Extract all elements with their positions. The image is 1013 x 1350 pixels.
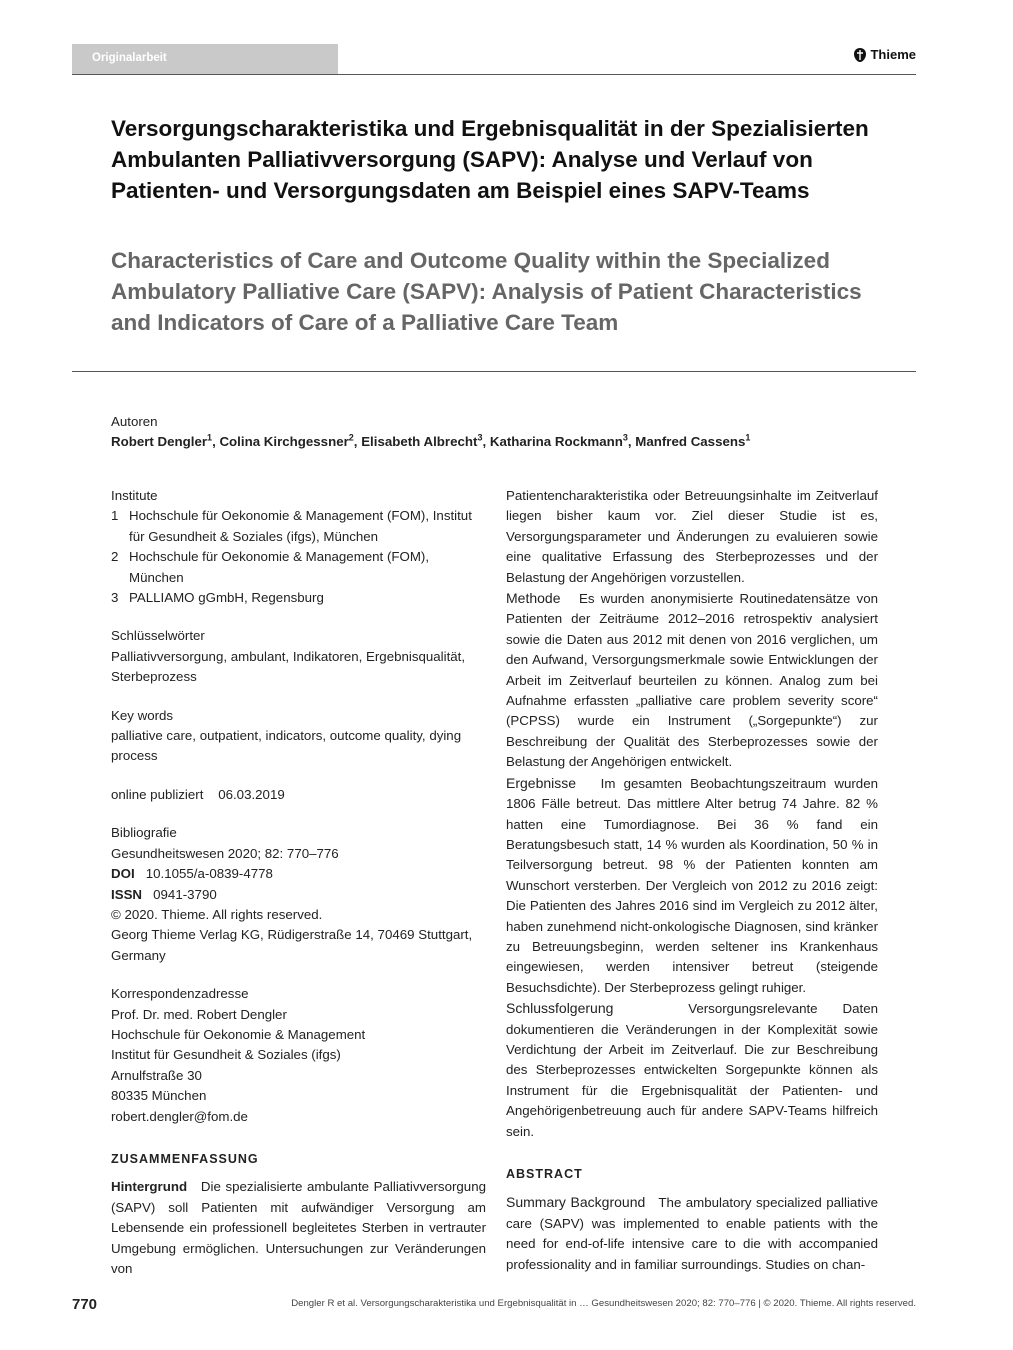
online-published <box>111 785 486 805</box>
background-paragraph: Summary Background The ambulatory specialized palliative care (SAPV) was implemented to enable patients with the need for end-of-life intensive care to die with accompanied professionality and in familiar surroundings. Studies on chan- <box>506 1194 879 1272</box>
bibliography-heading: Bibliografie <box>111 825 177 841</box>
hintergrund-continued: Patientencharakteristika oder Betreuungsinhalte im Zeitverlauf liegen bisher kaum vor. Ziel dieser Studie ist es, Versorgungsparameter und Änderungen zu evaluieren sowie eine qualitative Erfassung des Sterbeprozesses und der Belastung der Angehörigen vorzustellen. <box>506 488 878 585</box>
copyright: © 2020. Thieme. All rights reserved. <box>111 906 323 922</box>
correspondence-line: Arnulfstraße 30 <box>111 1067 202 1083</box>
zusammenfassung-heading: ZUSAMMENFASSUNG <box>111 1151 259 1166</box>
journal-citation: Gesundheitswesen 2020; 82: 770–776 <box>111 845 339 861</box>
article-type-label: Originalarbeit <box>92 52 167 64</box>
correspondence-line: Institut für Gesundheit & Soziales (ifgs) <box>111 1047 341 1063</box>
author-list <box>111 433 750 449</box>
institutes-section <box>111 486 486 608</box>
institute-item: 3 PALLIAMO gGmbH, Regensburg <box>111 590 324 606</box>
correspondence-email[interactable]: robert.dengler@fom.de <box>111 1108 248 1124</box>
footer-citation: Dengler R et al. Versorgungscharakteristika und Ergebnisqualität in … Gesundheitswesen 2020; 82: 770–776 | © 2020. Thieme. All rights reserved. <box>291 1298 916 1309</box>
header-divider <box>72 74 916 75</box>
title-german: Versorgungscharakteristika und Ergebnisqualität in der Spezialisierten Ambulanten Palliativversorgung (SAPV): Analyse und Verlauf von Patienten- und Versorgungsdaten am Beispiel eines SAPV-Teams <box>111 116 869 203</box>
correspondence-line: Hochschule für Oekonomie & Management <box>111 1026 366 1042</box>
bibliography-section <box>111 823 486 966</box>
keywords-de-section <box>111 626 486 687</box>
author: Colina Kirchgessner$^2$, <box>219 433 362 450</box>
publisher-brand <box>854 47 916 62</box>
abstract-heading: ABSTRACT <box>506 1167 583 1181</box>
thieme-logo-icon <box>854 48 866 62</box>
title-english: Characteristics of Care and Outcome Quality within the Specialized Ambulatory Palliative Care (SAPV): Analysis of Patient Characteristics and Indicators of Care of a Palliative Care Team <box>111 248 862 335</box>
zusammenfassung-section <box>111 1149 486 1279</box>
institute-item: 1 Hochschule für Oekonomie & Management (FOM), Institut für Gesundheit & Soziales (ifgs), München <box>111 508 472 544</box>
institute-item: 2 Hochschule für Oekonomie & Management (FOM), München <box>111 549 430 585</box>
title-divider <box>72 371 916 372</box>
online-label: online publiziert <box>111 786 204 802</box>
correspondence-line: 80335 München <box>111 1088 207 1104</box>
doi-line: DOI 10.1055/a-0839-4778 <box>111 866 273 882</box>
author: Manfred Cassens$^1$ <box>635 433 751 450</box>
schlussfolgerung-paragraph: Schlussfolgerung Versorgungsrelevante Daten dokumentieren die Veränderungen in der Komplexität sowie Verdichtung der Arbeit im Zeitverlauf. Die zur Beschreibung des Sterbeprozesses entwickelten Sorgepunkte können als Instrument für die Ergebnisqualität der Patienten- und Angehörigenbetreuung auch für andere SAPV-Teams hilfreich sein. <box>506 1000 878 1139</box>
page-number: 770 <box>72 1296 98 1313</box>
hintergrund-paragraph: Hintergrund Die spezialisierte ambulante Palliativversorgung (SAPV) soll Patienten mit aufwändiger Versorgung am Lebensende ein professionell begleitetes Sterben in vertrauter Umgebung ermöglichen. Untersuchungen zur Veränderungen von <box>111 1179 486 1276</box>
article-type-tag <box>72 44 338 75</box>
keywords-de-heading: Schlüsselwörter <box>111 628 205 644</box>
institutes-heading: Institute <box>111 488 158 503</box>
methode-paragraph: Methode Es wurden anonymisierte Routinedatensätze von Patienten der Zeiträume 2012–2016 retrospektiv analysiert sowie die Daten aus 2012 mit denen von 2016 verglichen, um den Aufwand, Versorgungsmerkmale sowie Entwicklungen der Arbeit im Zeitverlauf beurteilen zu können. Analog zum bei Aufnahme erfassten „palliative care problem severity score“ (PCPSS) wurde ein Instrument („Sorgepunkte“) zur Beschreibung der Qualität des Sterbeprozesses sowie der Belastung der Angehörigen entwickelt. <box>506 590 878 770</box>
author: Robert Dengler$^1$, <box>111 433 220 450</box>
keywords-en-heading: Key words <box>111 707 174 723</box>
right-column <box>506 486 878 1275</box>
correspondence-line: Prof. Dr. med. Robert Dengler <box>111 1006 287 1022</box>
author: Katharina Rockmann$^3$, <box>489 433 636 450</box>
keywords-en-section <box>111 706 486 767</box>
correspondence-section <box>111 984 486 1127</box>
issn-line: ISSN 0941-3790 <box>111 886 217 902</box>
left-column <box>111 486 486 1279</box>
publisher-name: Thieme <box>870 47 916 62</box>
keywords-de-text: Palliativversorgung, ambulant, Indikatoren, Ergebnisqualität, Sterbeprozess <box>111 648 466 685</box>
author: Elisabeth Albrecht$^3$, <box>361 433 490 450</box>
publisher-address: Georg Thieme Verlag KG, Rüdigerstraße 14, 70469 Stuttgart, Germany <box>111 927 473 963</box>
ergebnisse-paragraph: Ergebnisse Im gesamten Beobachtungszeitraum wurden 1806 Fälle betreut. Das mittlere Alter betrug 74 Jahre. 82 % hatten eine Tumordiagnose. Bei 36 % fand ein Beratungsbesuch statt, 14 % wurden als Koordination, 50 % in Teilversorgung betreut. 98 % der Patienten konnten am Wunschort versterben. Der Vergleich von 2012 zu 2016 zeigt: Die Patienten des Jahres 2016 sind im Vergleich zu 2012 älter, haben zunehmend nicht-onkologische Diagnosen, sind kränker zu Betreuungsbeginn, werden seltener ins Krankenhaus eingewiesen, werden intensiver betreut (steigende Besuchsdichte). Der Sterbeprozess gelingt ruhiger. <box>506 774 878 995</box>
correspondence-heading: Korrespondenzadresse <box>111 986 249 1002</box>
online-date: 06.03.2019 <box>218 786 285 802</box>
keywords-en-text: palliative care, outpatient, indicators, outcome quality, dying process <box>111 728 462 764</box>
doi-link[interactable]: 10.1055/a-0839-4778 <box>145 866 273 882</box>
authors-heading: Autoren <box>111 414 158 429</box>
